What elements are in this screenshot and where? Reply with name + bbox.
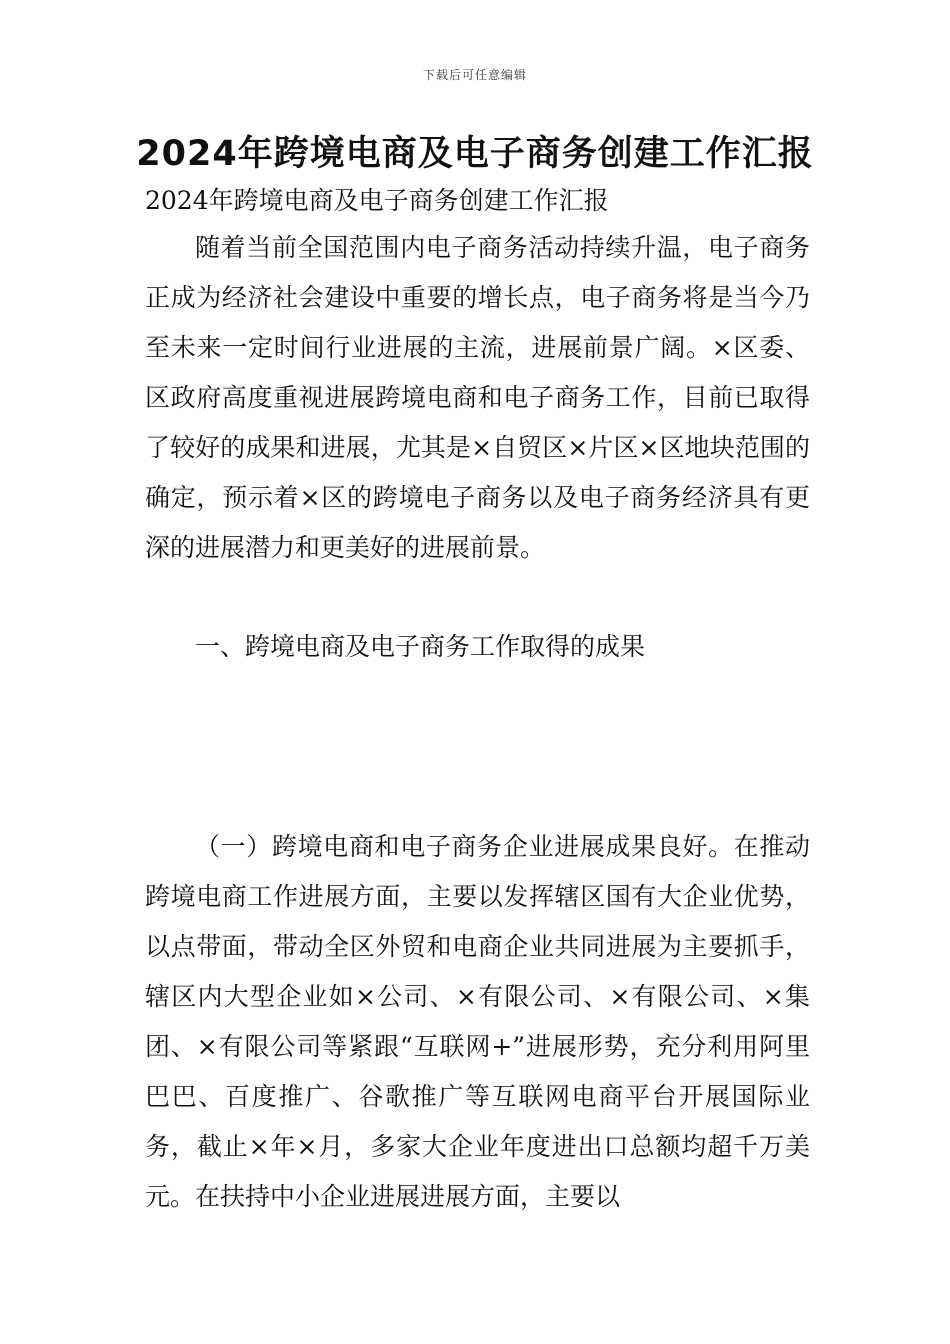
- section-heading: 一、跨境电商及电子商务工作取得的成果: [195, 632, 646, 661]
- document-subtitle: 2024年跨境电商及电子商务创建工作汇报: [145, 186, 609, 215]
- document-title: 2024年跨境电商及电子商务创建工作汇报: [136, 134, 814, 174]
- body-paragraph: （一）跨境电商和电子商务企业进展成果良好。在推动跨境电商工作进展方面，主要以发挥辖区国有大企业优势，以点带面，带动全区外贸和电商企业共同进展为主要抓手，辖区内大型企业如×公司、×有限公司、×有限公司、×集团、×有限公司等紧跟“互联网+”进展形势，充分利用阿里巴巴、百度推广、谷歌推广等互联网电商平台开展国际业务，截止×年×月，多家大企业年度进出口总额均超千万美元。在扶持中小企业进展进展方面，主要以: [145, 832, 810, 1211]
- intro-paragraph: 随着当前全国范围内电子商务活动持续升温，电子商务正成为经济社会建设中重要的增长点，电子商务将是当今乃至未来一定时间行业进展的主流，进展前景广阔。×区委、区政府高度重视进展跨境电商和电子商务工作，目前已取得了较好的成果和进展，尤其是×自贸区×片区×区地块范围的确定，预示着×区的跨境电子商务以及电子商务经济具有更深的进展潜力和更美好的进展前景。: [145, 233, 810, 562]
- header-note: 下载后可任意编辑: [422, 68, 527, 82]
